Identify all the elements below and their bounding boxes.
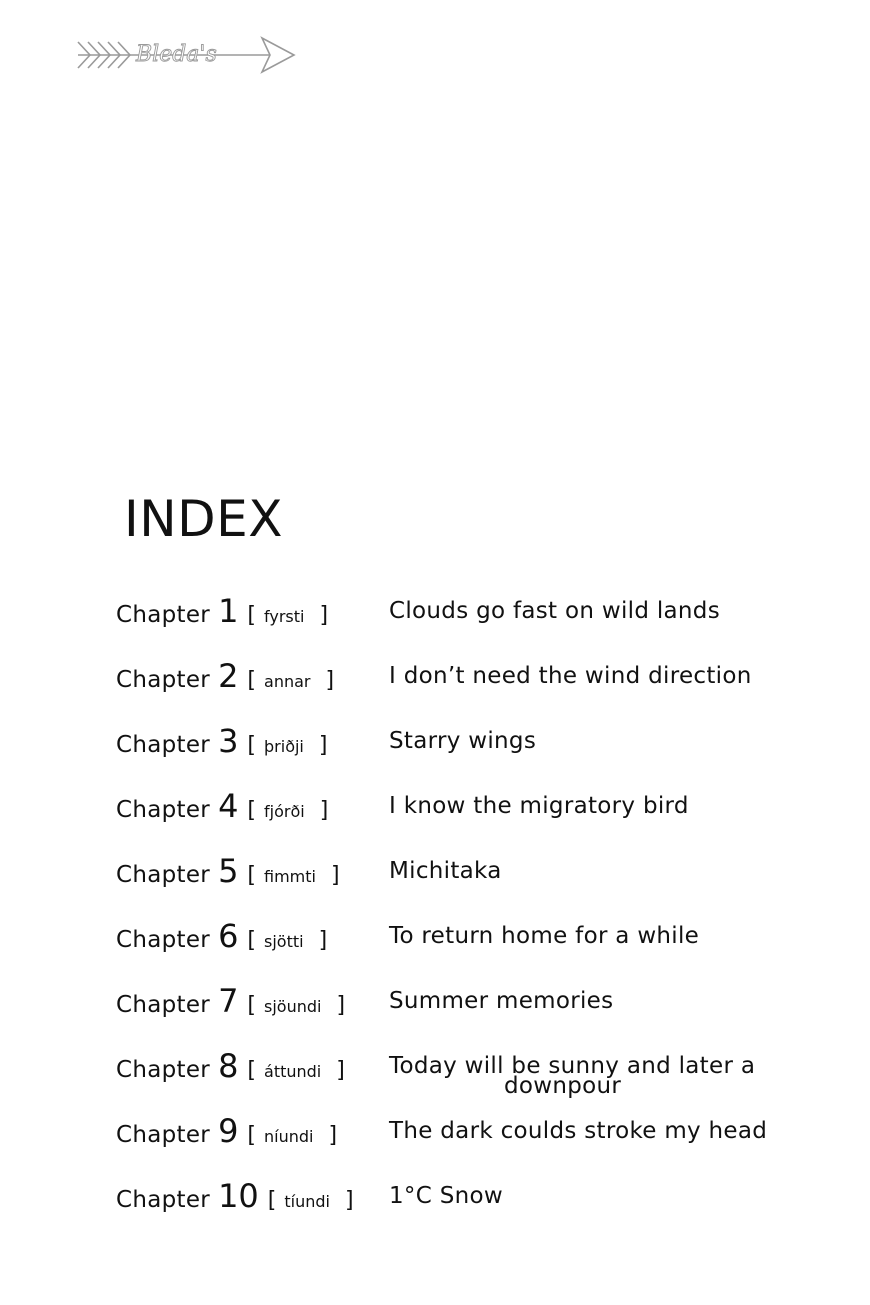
chapter-title bbox=[389, 793, 689, 819]
chapter-word: Chapter bbox=[116, 1057, 211, 1083]
chapter-title-line1: 1°C Snow bbox=[389, 1183, 503, 1209]
chapter-title-line1: The dark coulds stroke my head bbox=[389, 1118, 768, 1144]
bracket-open: [ bbox=[247, 928, 257, 953]
chapter-number: 6 bbox=[218, 917, 239, 955]
bracket-open: [ bbox=[247, 798, 257, 823]
chapter-word: Chapter bbox=[116, 992, 211, 1018]
chapter-number: 9 bbox=[218, 1112, 239, 1150]
bracket-close: ] bbox=[319, 798, 329, 823]
chapter-title bbox=[389, 988, 614, 1014]
chapter-word: Chapter bbox=[116, 667, 211, 693]
chapter-ordinal: fimmti bbox=[264, 867, 316, 886]
chapter-title-line1: I know the migratory bird bbox=[389, 793, 689, 819]
chapter-row-2 bbox=[116, 657, 796, 722]
chapter-row-4 bbox=[116, 787, 796, 852]
bracket-close: ] bbox=[336, 1058, 345, 1083]
chapter-title bbox=[389, 663, 752, 689]
chapter-row-1 bbox=[116, 592, 796, 657]
chapter-number: 7 bbox=[218, 982, 239, 1020]
chapter-ordinal: fjórði bbox=[264, 802, 305, 821]
chapter-number: 4 bbox=[218, 787, 239, 825]
bracket-open: [ bbox=[267, 1188, 277, 1213]
bracket-open: [ bbox=[247, 1123, 257, 1148]
bracket-open: [ bbox=[247, 668, 257, 693]
chapter-list bbox=[116, 592, 796, 1242]
chapter-word: Chapter bbox=[116, 1187, 211, 1213]
chapter-word: Chapter bbox=[116, 797, 211, 823]
bracket-close: ] bbox=[325, 668, 335, 693]
chapter-ordinal: annar bbox=[264, 672, 311, 691]
chapter-title-line1: Michitaka bbox=[389, 858, 502, 884]
bracket-open: [ bbox=[247, 993, 257, 1018]
chapter-number: 3 bbox=[218, 722, 239, 760]
chapter-word: Chapter bbox=[116, 602, 211, 628]
chapter-ordinal: tíundi bbox=[284, 1192, 330, 1211]
chapter-ordinal: sjötti bbox=[264, 932, 304, 951]
chapter-title bbox=[389, 728, 537, 754]
chapter-title-line1: I don’t need the wind direction bbox=[389, 663, 752, 689]
chapter-title-line1: To return home for a while bbox=[389, 923, 700, 949]
chapter-number: 2 bbox=[218, 657, 239, 695]
chapter-word: Chapter bbox=[116, 732, 211, 758]
bracket-close: ] bbox=[330, 863, 340, 888]
chapter-word: Chapter bbox=[116, 927, 211, 953]
chapter-row-9 bbox=[116, 1112, 796, 1177]
page-title: INDEX bbox=[124, 490, 283, 548]
bracket-open: [ bbox=[247, 603, 257, 628]
chapter-row-3 bbox=[116, 722, 796, 787]
bracket-close: ] bbox=[336, 993, 346, 1018]
logo-wordmark: Bleda's bbox=[136, 42, 217, 67]
chapter-title bbox=[389, 923, 700, 949]
bracket-close: ] bbox=[344, 1188, 354, 1213]
chapter-row-6 bbox=[116, 917, 796, 982]
chapter-title-line1: Summer memories bbox=[389, 988, 614, 1014]
bracket-open: [ bbox=[247, 733, 257, 758]
chapter-title bbox=[389, 598, 720, 624]
chapter-number: 10 bbox=[218, 1177, 259, 1215]
chapter-ordinal: þriðji bbox=[264, 737, 304, 756]
chapter-row-7 bbox=[116, 982, 796, 1047]
chapter-title bbox=[389, 1053, 756, 1099]
chapter-ordinal: fyrsti bbox=[264, 607, 305, 626]
chapter-ordinal: áttundi bbox=[264, 1062, 322, 1081]
chapter-row-10 bbox=[116, 1177, 796, 1242]
chapter-word: Chapter bbox=[116, 1122, 211, 1148]
chapter-number: 5 bbox=[218, 852, 239, 890]
arrow-icon bbox=[76, 34, 298, 76]
bracket-close: ] bbox=[318, 733, 328, 758]
bracket-close: ] bbox=[318, 928, 328, 953]
chapter-ordinal: sjöundi bbox=[264, 997, 322, 1016]
chapter-ordinal: níundi bbox=[264, 1127, 314, 1146]
bracket-open: [ bbox=[247, 1058, 257, 1083]
chapter-row-8 bbox=[116, 1047, 796, 1112]
chapter-title bbox=[389, 1183, 503, 1209]
chapter-number: 1 bbox=[218, 592, 239, 630]
bracket-open: [ bbox=[247, 863, 257, 888]
chapter-title-line2: downpour bbox=[504, 1073, 622, 1099]
chapter-title-line1: Today will be sunny and later a bbox=[389, 1053, 756, 1079]
bracket-close: ] bbox=[319, 603, 329, 628]
chapter-word: Chapter bbox=[116, 862, 211, 888]
bracket-close: ] bbox=[328, 1123, 338, 1148]
chapter-row-5 bbox=[116, 852, 796, 917]
chapter-title-line1: Starry wings bbox=[389, 728, 537, 754]
chapter-title bbox=[389, 858, 502, 884]
chapter-number: 8 bbox=[218, 1047, 239, 1085]
chapter-title bbox=[389, 1118, 768, 1144]
brand-logo bbox=[76, 34, 298, 76]
chapter-title-line1: Clouds go fast on wild lands bbox=[389, 598, 720, 624]
